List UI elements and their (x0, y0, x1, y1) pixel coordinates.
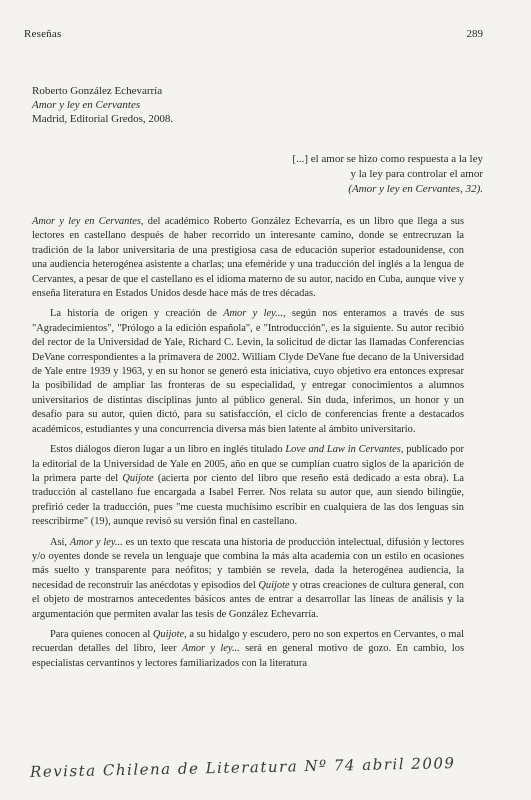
epigraph-source: (Amor y ley en Cervantes, 32). (348, 183, 483, 195)
book-title-ref: Amor y ley en Cervantes (32, 216, 141, 227)
epigraph-line-1: [...] el amor se hizo como respuesta a la ley (292, 153, 483, 165)
paragraph-2 (32, 307, 464, 437)
book-title-ref: Quijote (258, 579, 290, 591)
book-title-ref: Amor y ley... (69, 536, 123, 548)
page-number: 289 (466, 28, 483, 40)
book-title-ref: Amor y ley... (181, 643, 240, 655)
book-title-ref: Love and Law in Cervantes (285, 444, 401, 456)
paragraph-text: Para quienes conocen al (50, 628, 153, 640)
paragraph-3 (32, 443, 464, 529)
bibliographic-reference (32, 84, 173, 126)
paragraph-text: La historia de origen y creación de (50, 308, 224, 320)
book-title-ref: Amor y ley... (223, 308, 283, 320)
running-header-section: Reseñas (24, 28, 62, 40)
book-title-ref: Quijote (122, 472, 154, 484)
book-publisher: Madrid, Editorial Gredos, 2008. (32, 113, 174, 125)
epigraph (243, 152, 483, 197)
paragraph-text: será en general motivo de gozo. En cambio, los especialistas cervantinos y lectores familiarizados con la literatura (32, 643, 464, 669)
paragraph-text: , a su hidalgo y escudero, pero no son expertos en Cervantes, o mal recuerdan detalles del libro, leer (32, 628, 464, 655)
paragraph-text: Estos diálogos dieron lugar a un libro en inglés titulado (50, 444, 286, 456)
paragraph-text: , publicado por la editorial de la Universidad de Yale en 2005, año en que se cumplían cuatro siglos de la aparición de la primera parte del (32, 444, 464, 484)
handwritten-annotation: Revista Chilena de Literatura Nº 74 abril 2009 (29, 754, 456, 781)
paragraph-1 (32, 215, 464, 301)
book-title: Amor y ley en Cervantes (32, 99, 141, 111)
paragraph-4 (32, 536, 464, 622)
epigraph-line-2: y la ley para controlar el amor (350, 168, 483, 180)
paragraph-text: Así, (50, 536, 70, 548)
paragraph-text: , del académico Roberto González Echevarría, es un libro que llega a sus lectores en castellano después de haber recorrido un interesante camino, donde se entrecruzan la tradición de la labor universitaria de una prestigiosa casa de educación superior estadounidense, con una audiencia heterogénea asistente a charlas; una efeméride y una traducción del inglés a la lengua de Cervantes, a pesar de que el castellano es el idioma materno de su autor, nacido en Cuba, aunque vive y enseña literatura en Estados Unidos desde hace más de tres décadas. (32, 216, 464, 300)
review-body (32, 215, 464, 677)
paragraph-text: (acierta por ciento del libro que reseño está dedicado a esta obra). La traducción al castellano fue encargada a Isabel Ferrer. Nos relata su autor que, aun siendo bilingüe, prefirió ceder la traducción, pues "me cuesta muchísimo escribir en cualquiera de las dos lenguas sin reescribirme" (19), aunque revisó su versión final en castellano. (32, 472, 464, 528)
book-author: Roberto González Echevarría (32, 85, 163, 97)
paragraph-text: , según nos enteramos a través de sus "Agradecimientos", "Prólogo a la edición española", e "Introducción", es la siguiente. Su autor recibió del rector de la Universidad de Yale, Richard C. Levin, la solicitud de dictar las llamadas Conferencias DeVane correspondientes a la primavera de 2002. William Clyde DeVane fue decano de la Universidad de Yale entre 1939 y 1963, y en su honor se generó esta iniciativa, cuyo objetivo era entonces expresar la posibilidad de ampliar las fronteras de su especialidad, y entregar conocimientos a alumnos universitarios de distintas disciplinas junto al público general. Sin duda, inferimos, un honor y un desafío para su autor, quien dictó, para su satisfacción, el ciclo de conferencias frente a destacados académicos, estudiantes y una concurrencia diversa más bien latente al ámbito universitario. (32, 308, 464, 435)
paragraph-text: y otras creaciones de cultura general, con el objeto de mostrarnos antecedentes básicos antes de entrar a desarrollar las líneas de análisis y la argumentación que permiten avalar las tesis de González Echevarría. (32, 579, 464, 620)
paragraph-5 (32, 628, 464, 671)
book-title-ref: Quijote (152, 628, 185, 640)
paragraph-text: es un texto que rescata una historia de producción intelectual, difusión y lectores y/o oyentes donde se revela un lenguaje que combina la más alta academia con un estilo en ocasiones más suelto y transparente para neófitos; y también se revela, dada la heterogénea audiencia, la necesidad de reconstruir las anécdotas y episodios del (32, 536, 464, 591)
